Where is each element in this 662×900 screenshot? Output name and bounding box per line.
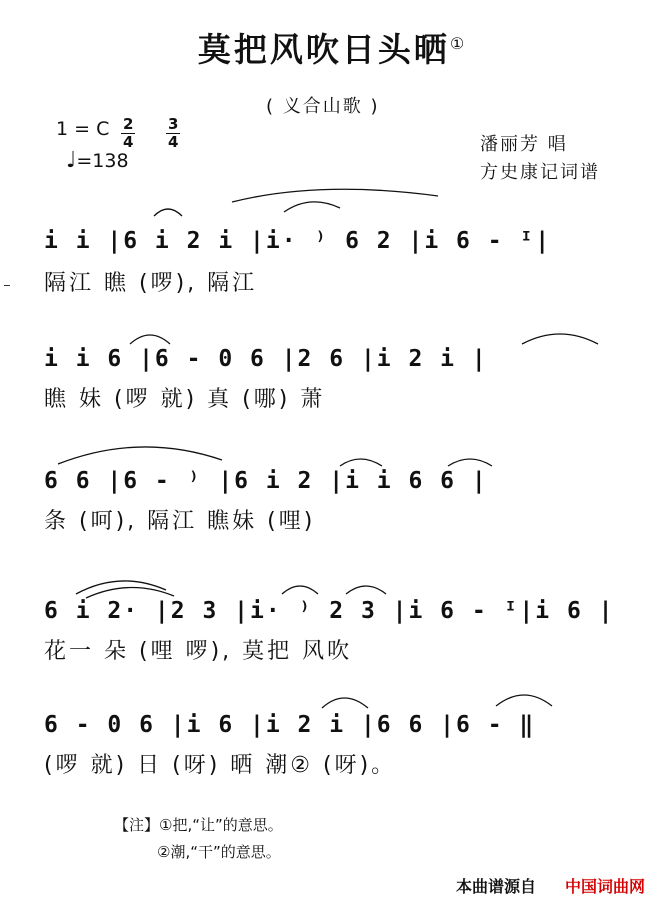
footer-source-text: 本曲谱源自 — [456, 877, 537, 896]
slur-arcs-line-1 — [150, 186, 470, 226]
lyrics-line-3: 条 (呵), 隔江 瞧妹 (哩) — [44, 509, 316, 534]
notation-line-3: 6 6 |6 - ⁾ |6 i 2 |i i 6 6 | — [44, 468, 488, 494]
footnote-text: ②潮,“干”的意思。 — [157, 843, 281, 861]
recorder-credit: 方史康记词谱 — [480, 162, 600, 183]
footnote-label: 【注】 — [114, 816, 160, 834]
singer-credit: 潘丽芳 唱 — [480, 134, 568, 155]
notation-line-1: i i |6 i 2 i |i· ⁾ 6 2 |i 6 - ᴵ| — [44, 228, 552, 254]
key-signature: 1 = C — [56, 118, 110, 140]
footer-site-link[interactable]: 中国词曲网 — [565, 877, 646, 896]
slur-arcs-line-5 — [300, 682, 580, 716]
footnote-2 — [114, 839, 283, 866]
time-numerator: 2 — [123, 115, 134, 133]
song-title — [0, 24, 662, 71]
footnote-text: ①把,“让”的意思。 — [159, 816, 283, 834]
time-denominator: 4 — [123, 133, 134, 151]
lyrics-line-2: 瞧 妹 (啰 就) 真 (哪) 萧 — [44, 387, 326, 412]
notation-line-5: 6 - 0 6 |i 6 |i 2 i |6 6 |6 - ‖ — [44, 712, 536, 738]
time-signature-3-4 — [166, 116, 180, 151]
footnote-1 — [114, 812, 283, 839]
notation-line-2: i i 6 |6 - 0 6 |2 6 |i 2 i | — [44, 346, 488, 372]
quarter-note-icon: ♩ — [66, 148, 77, 173]
lyrics-line-1: 隔江 瞧 (啰), 隔江 — [44, 271, 258, 296]
title-text: 莫把风吹日头晒 — [197, 30, 450, 69]
tempo-value: =138 — [76, 150, 129, 172]
lyrics-line-4: 花一 朵 (哩 啰), 莫把 风吹 — [44, 639, 353, 664]
title-footnote-ref: ① — [449, 34, 465, 53]
footnotes — [114, 812, 283, 866]
lyrics-line-5: (啰 就) 日 (呀) 晒 潮② (呀)。 — [44, 753, 397, 778]
song-subtitle: ( 义合山歌 ) — [266, 96, 380, 117]
notation-line-4: 6 i 2· |2 3 |i· ⁾ 2 3 |i 6 - ᴵ|i 6 | — [44, 598, 615, 624]
time-signature-2-4 — [121, 116, 135, 151]
time-denominator: 4 — [168, 133, 179, 151]
margin-mark — [4, 285, 10, 286]
tempo-marking — [66, 148, 129, 173]
time-numerator: 3 — [168, 115, 179, 133]
